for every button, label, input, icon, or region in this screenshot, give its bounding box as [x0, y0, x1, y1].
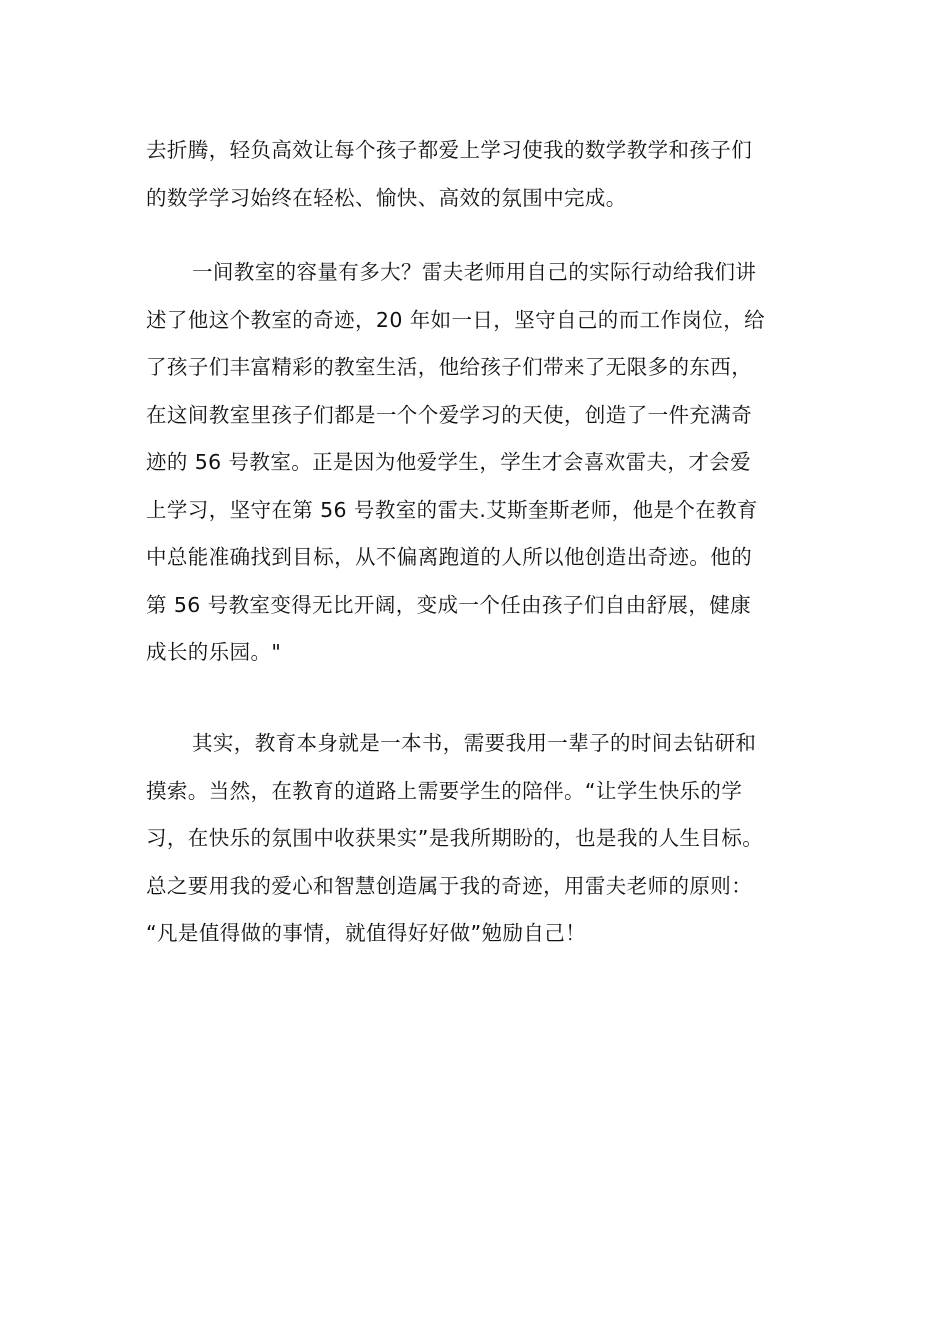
paragraph-education-conclusion — [146, 720, 826, 958]
text-line: 上学习，坚守在第 56 号教室的雷夫.艾斯奎斯老师，他是个在教育 — [146, 497, 758, 522]
paragraph-classroom-miracle — [146, 249, 826, 677]
text-line: 了孩子们丰富精彩的教室生活，他给孩子们带来了无限多的东西， — [146, 355, 753, 379]
text-line: 第 56 号教室变得无比开阔，变成一个任由孩子们自由舒展，健康 — [146, 592, 752, 617]
text-line: 一间教室的容量有多大？雷夫老师用自己的实际行动给我们讲 — [192, 260, 757, 284]
text-line: 在这间教室里孩子们都是一个个爱学习的天使，创造了一件充满奇 — [146, 402, 753, 427]
text-line: 其实，教育本身就是一本书，需要我用一辈子的时间去钻研和 — [192, 731, 757, 755]
text-line: 成长的乐园。" — [146, 640, 282, 664]
text-line: 的数学学习始终在轻松、愉快、高效的氛围中完成。 — [146, 185, 627, 210]
text-line: 总之要用我的爱心和智慧创造属于我的奇迹，用雷夫老师的原则： — [146, 873, 753, 898]
text-line: 去折腾，轻负高效让每个孩子都爱上学习使我的数学教学和孩子们 — [146, 138, 753, 162]
text-line: 述了他这个教室的奇迹，20 年如一日，坚守自己的而工作岗位，给 — [146, 307, 765, 332]
text-line: 习，在快乐的氛围中收获果实”是我所期盼的，也是我的人生目标。 — [146, 826, 764, 850]
text-line: 迹的 56 号教室。正是因为他爱学生，学生才会喜欢雷夫，才会爱 — [146, 450, 752, 474]
text-line: 中总能准确找到目标，从不偏离跑道的人所以他创造出奇迹。他的 — [146, 545, 753, 569]
text-line: 摸索。当然，在教育的道路上需要学生的陪伴。“让学生快乐的学 — [146, 778, 743, 803]
paragraph-continuation — [146, 127, 826, 222]
text-line: “凡是值得做的事情，就值得好好做”勉励自己！ — [146, 921, 587, 945]
